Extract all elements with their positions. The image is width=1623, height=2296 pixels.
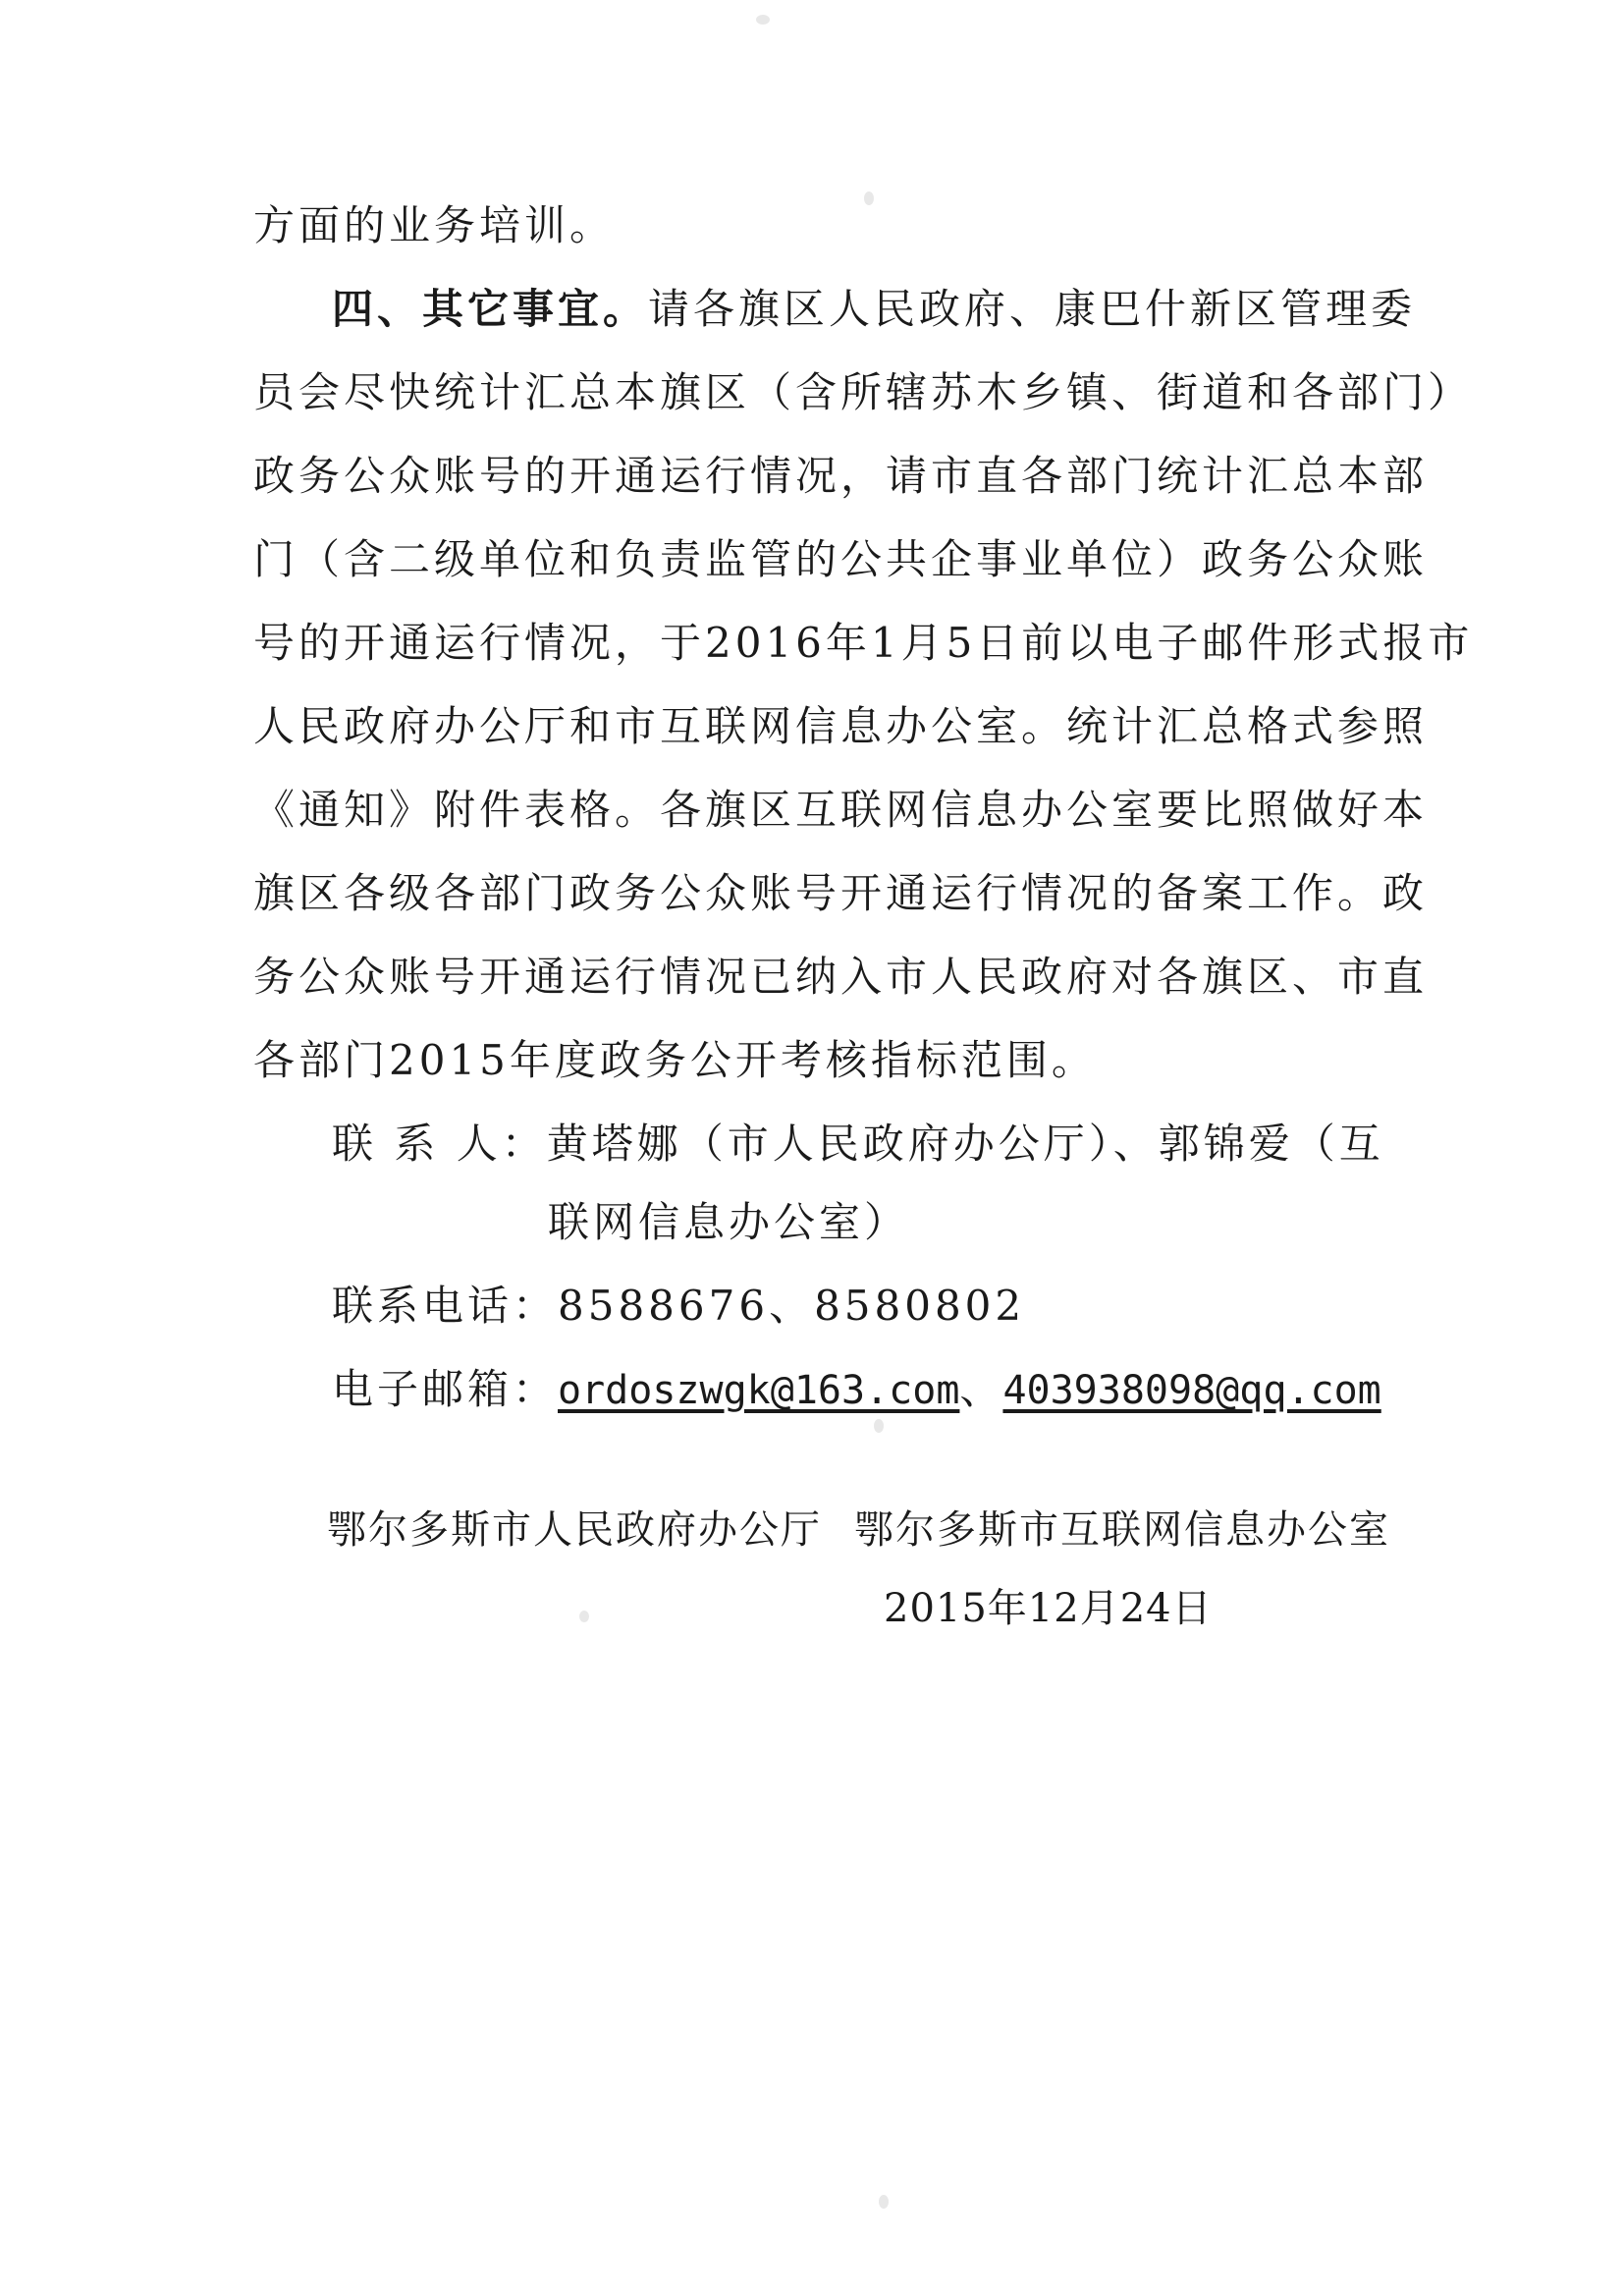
scan-speck — [874, 1419, 884, 1433]
contact-phone-value: 8588676、8580802 — [558, 1282, 1026, 1330]
contact-email-row — [332, 1360, 1381, 1420]
body-line-7: 人民政府办公厅和市互联网信息办公室。统计汇总格式参照 — [253, 702, 1429, 750]
body-line-4: 政务公众账号的开通运行情况，请市直各部门统计汇总本部 — [253, 452, 1429, 500]
contact-email-label: 电子邮箱： — [332, 1365, 559, 1413]
contact-phone-label: 联系电话： — [332, 1282, 559, 1330]
section-heading-other-matters: 四、其它事宜。 — [332, 285, 649, 333]
contact-person-label: 联 系 人： — [332, 1120, 547, 1168]
contact-person-value-cont: 联网信息办公室） — [548, 1198, 910, 1246]
body-line-6: 号的开通运行情况，于2016年1月5日前以电子邮件形式报市 — [253, 619, 1474, 667]
signature-org-internet-office: 鄂尔多斯市互联网信息办公室 — [854, 1507, 1390, 1553]
email-link-qq[interactable]: 403938098@qq.com — [1002, 1368, 1381, 1413]
body-line-1: 方面的业务培训。 — [253, 201, 616, 249]
contact-person-row — [332, 1115, 1384, 1174]
body-line-5: 门（含二级单位和负责监管的公共企事业单位）政务公众账 — [253, 535, 1429, 583]
body-line-2-rest: 请各旗区人民政府、康巴什新区管理委 — [648, 285, 1417, 333]
scan-speck — [864, 191, 874, 205]
signature-date: 2015年12月24日 — [884, 1586, 1213, 1631]
body-line-2 — [332, 280, 1417, 339]
body-line-9: 旗区各级各部门政务公众账号开通运行情况的备案工作。政 — [253, 869, 1429, 917]
email-separator: 、 — [959, 1365, 1003, 1413]
body-line-8: 《通知》附件表格。各旗区互联网信息办公室要比照做好本 — [253, 786, 1429, 834]
scan-speck — [879, 2195, 889, 2209]
email-link-163[interactable]: ordoszwgk@163.com — [558, 1368, 960, 1413]
body-line-10: 务公众账号开通运行情况已纳入市人民政府对各旗区、市直 — [253, 953, 1429, 1001]
signature-org-general-office: 鄂尔多斯市人民政府办公厅 — [327, 1507, 822, 1553]
contact-phone-row — [332, 1277, 1025, 1336]
body-line-3: 员会尽快统计汇总本旗区（含所辖苏木乡镇、街道和各部门） — [253, 368, 1474, 416]
contact-person-value: 黄塔娜（市人民政府办公厅）、郭锦爱（互 — [546, 1120, 1384, 1168]
scan-speck — [756, 15, 770, 25]
scan-speck — [579, 1611, 589, 1622]
body-line-11: 各部门2015年度政务公开考核指标范围。 — [253, 1036, 1097, 1084]
